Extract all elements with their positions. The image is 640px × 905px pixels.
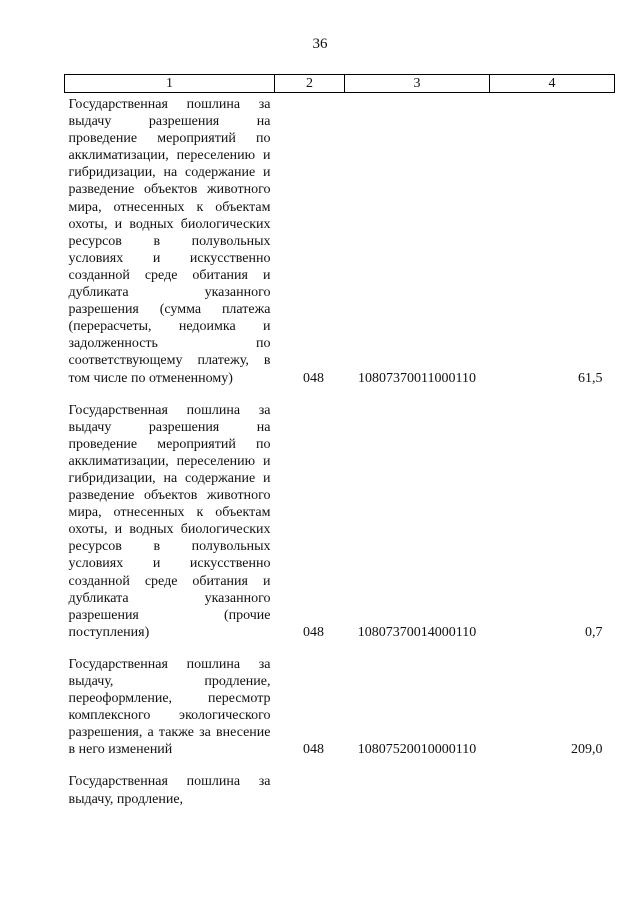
row-spacer xyxy=(65,387,615,399)
row-amount: 61,5 xyxy=(578,370,603,386)
row-name: Государственная пошлина за выдачу, продление, переоформление, пересмотр комплексного экологического разрешения, а также за внесение в него изменений xyxy=(68,656,271,758)
header-col-1: 1 xyxy=(65,75,275,93)
table-header xyxy=(65,75,615,93)
row-kbk-code xyxy=(345,770,490,807)
row-admin-code: 048 xyxy=(303,370,324,386)
row-admin-code: 048 xyxy=(303,742,324,758)
row-amount: 209,0 xyxy=(571,742,603,758)
row-amount: 0,7 xyxy=(585,624,603,640)
header-col-4: 4 xyxy=(490,75,615,93)
header-col-2: 2 xyxy=(275,75,345,93)
row-name: Государственная пошлина за выдачу, продление, xyxy=(68,774,271,807)
row-kbk-code: 10807370011000110 xyxy=(358,370,476,386)
row-admin-code: 048 xyxy=(303,624,324,640)
row-spacer xyxy=(65,758,615,770)
header-col-3: 3 xyxy=(345,75,490,93)
header-row xyxy=(65,75,615,93)
row-kbk-code: 10807520010000110 xyxy=(357,742,477,758)
row-kbk-code: 10807370014000110 xyxy=(357,624,477,640)
page-number: 36 xyxy=(312,36,328,52)
row-amount xyxy=(490,770,615,807)
row-name: Государственная пошлина за выдачу разрешения на проведение мероприятий по акклиматизации, переселению и гибридизации, на содержание и разведение объектов животного мира, отнесенных к объектам охоты, и водных биологических ресурсов в полувольных условиях и искусственно созданной среде обитания и дубликата указанного разрешения (сумма платежа (перерасчеты, недоимка и задолженность по соответствующему платежу, в том числе по отмененному) xyxy=(68,97,271,386)
table-row xyxy=(65,399,615,641)
row-admin-code xyxy=(275,770,345,807)
table-body xyxy=(65,93,615,808)
row-spacer xyxy=(65,641,615,653)
table-row xyxy=(65,653,615,759)
table-row xyxy=(65,93,615,387)
row-name: Государственная пошлина за выдачу разрешения на проведение мероприятий по акклиматизации, переселению и гибридизации, на содержание и разведение объектов животного мира, отнесенных к объектам охоты, и водных биологических ресурсов в полувольных условиях и искусственно созданной среде обитания и дубликата указанного разрешения (прочие поступления) xyxy=(68,402,271,640)
budget-table xyxy=(64,74,615,808)
table-row xyxy=(65,770,615,807)
